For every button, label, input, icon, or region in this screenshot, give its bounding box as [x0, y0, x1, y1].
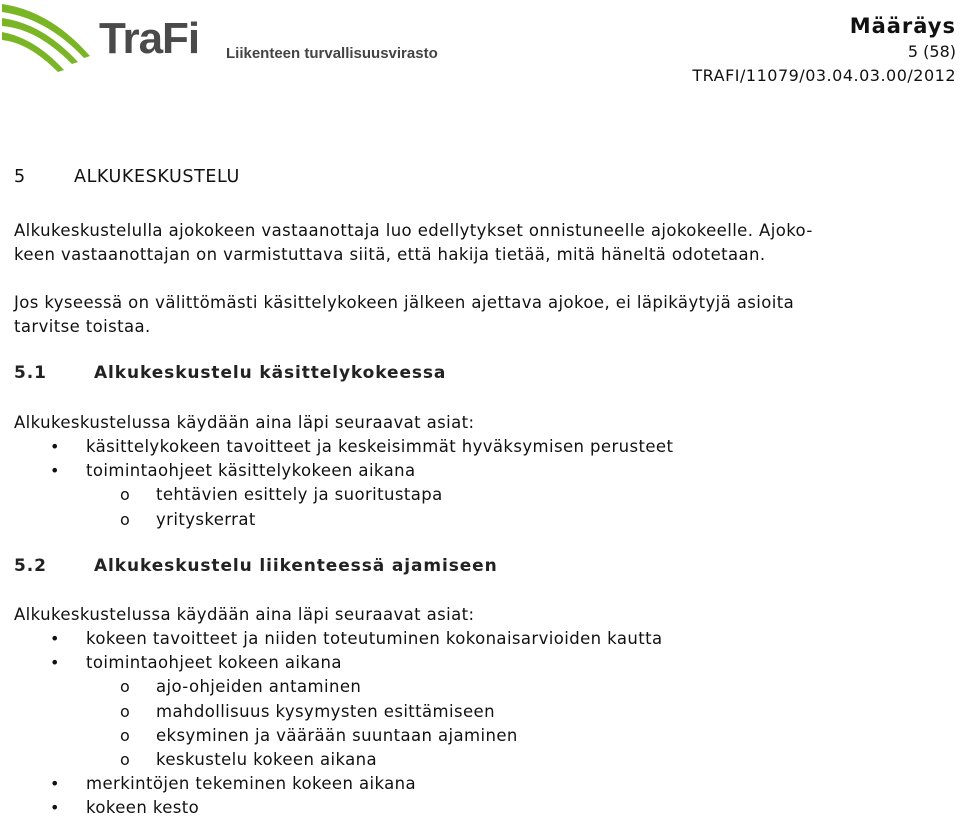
- list-item-text: ajo-ohjeiden antaminen: [156, 677, 362, 697]
- sub-bullet-marker: o: [120, 725, 131, 745]
- list-item-text: yrityskerrat: [156, 509, 256, 529]
- page-number: 5 (58): [907, 42, 956, 61]
- bullet-marker: •: [50, 629, 60, 648]
- list-item: [14, 627, 662, 651]
- sub-bullet-marker: o: [120, 509, 131, 529]
- sub-bullet-marker: o: [120, 750, 131, 770]
- logo-brand: TraFi: [99, 14, 200, 63]
- section-5-heading: [14, 167, 240, 187]
- section-5-1-list: [14, 435, 673, 532]
- sub-bullet-marker: o: [120, 677, 131, 697]
- list-item: [14, 796, 662, 820]
- list-item: [14, 700, 662, 724]
- list-item-text: kokeen tavoitteet ja niiden toteutuminen kokonaisarvioiden kautta: [86, 629, 663, 648]
- section-5-1-heading: [14, 363, 446, 383]
- section-5-paragraph-1: [14, 219, 813, 267]
- list-item: [14, 508, 673, 532]
- list-item: [14, 675, 662, 699]
- list-item-text: keskustelu kokeen aikana: [156, 750, 377, 770]
- list-item: [14, 651, 662, 675]
- trafi-swoosh-icon: [0, 0, 100, 80]
- paragraph-line: Jos kyseessä on välittömästi käsittelykokeen jälkeen ajettava ajokoe, ei läpikäytyjä asioita: [14, 293, 795, 312]
- bullet-marker: •: [50, 437, 60, 456]
- paragraph-line: tarvitse toistaa.: [14, 317, 151, 336]
- trafi-logo: [0, 0, 460, 80]
- section-5-1-intro: Alkukeskustelussa käydään aina läpi seuraavat asiat:: [14, 413, 475, 432]
- list-item-text: toimintaohjeet käsittelykokeen aikana: [86, 461, 416, 481]
- list-item: [14, 772, 662, 796]
- section-title: ALKUKESKUSTELU: [74, 167, 240, 187]
- bullet-marker: •: [50, 653, 60, 673]
- list-item-text: toimintaohjeet kokeen aikana: [86, 653, 342, 673]
- list-item-text: merkintöjen tekeminen kokeen aikana: [86, 774, 416, 794]
- document-reference: TRAFI/11079/03.04.03.00/2012: [692, 66, 956, 85]
- section-title: Alkukeskustelu käsittelykokeessa: [94, 363, 447, 383]
- list-item-text: tehtävien esittely ja suoritustapa: [156, 485, 443, 505]
- sub-bullet-marker: o: [120, 485, 131, 505]
- section-5-2-list: [14, 627, 662, 821]
- paragraph-line: Alkukeskustelulla ajokokeen vastaanottaja luo edellytykset onnistuneelle ajokokeelle. Ajoko-: [14, 221, 813, 240]
- section-number: 5: [14, 167, 26, 187]
- list-item: [14, 483, 673, 507]
- bullet-marker: •: [50, 798, 60, 818]
- section-5-2-intro: Alkukeskustelussa käydään aina läpi seuraavat asiat:: [14, 605, 475, 624]
- logo-subtitle: Liikenteen turvallisuusvirasto: [226, 45, 438, 62]
- section-5-paragraph-2: [14, 291, 794, 339]
- list-item-text: eksyminen ja väärään suuntaan ajaminen: [156, 725, 518, 745]
- section-number: 5.1: [14, 363, 47, 383]
- sub-bullet-marker: o: [120, 701, 131, 721]
- document-type: Määräys: [849, 14, 956, 38]
- paragraph-line: keen vastaanottajan on varmistuttava siitä, että hakija tietää, mitä häneltä odotetaan.: [14, 245, 766, 264]
- section-number: 5.2: [14, 556, 47, 576]
- bullet-marker: •: [50, 461, 60, 481]
- list-item-text: mahdollisuus kysymysten esittämiseen: [156, 701, 495, 721]
- bullet-marker: •: [50, 774, 60, 794]
- list-item-text: kokeen kesto: [86, 798, 200, 818]
- section-title: Alkukeskustelu liikenteessä ajamiseen: [94, 556, 498, 576]
- list-item: [14, 748, 662, 772]
- list-item: [14, 435, 673, 459]
- list-item: [14, 724, 662, 748]
- list-item: [14, 459, 673, 483]
- list-item-text: käsittelykokeen tavoitteet ja keskeisimmät hyväksymisen perusteet: [86, 437, 674, 456]
- section-5-2-heading: [14, 556, 498, 576]
